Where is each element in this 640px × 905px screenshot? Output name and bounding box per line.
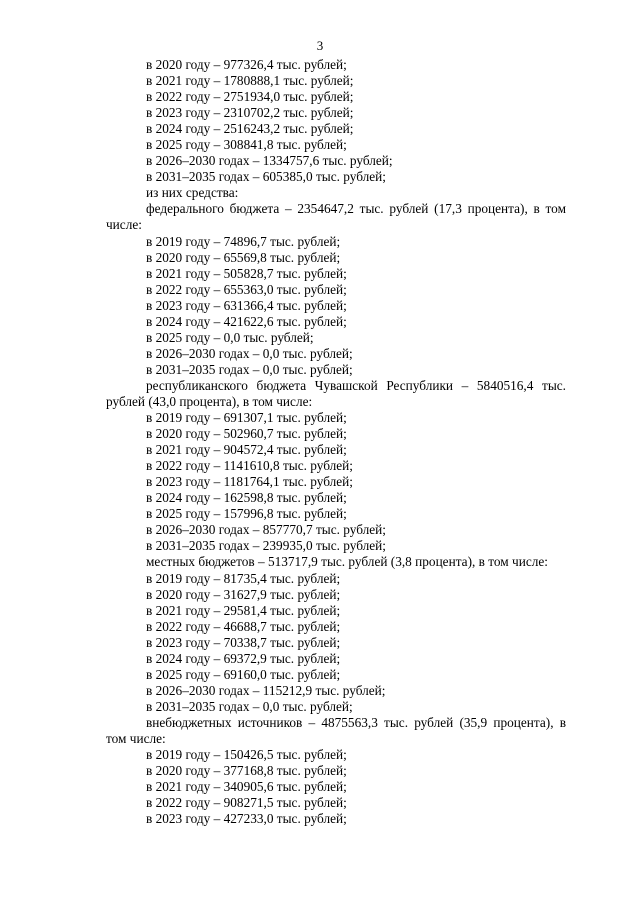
- list-item: в 2026–2030 годах – 857770,7 тыс. рублей;: [146, 522, 386, 538]
- list-item: в 2021 году – 505828,7 тыс. рублей;: [146, 265, 347, 281]
- local-budget-paragraph: местных бюджетов – 513717,9 тыс. рублей (3,8 процента), в том числе:: [146, 554, 548, 570]
- list-item: в 2022 году – 655363,0 тыс. рублей;: [146, 281, 347, 297]
- list-item: в 2022 году – 908271,5 тыс. рублей;: [146, 795, 347, 811]
- extrabudgetary-list: [106, 747, 566, 827]
- list-item: в 2025 году – 69160,0 тыс. рублей;: [146, 666, 341, 682]
- list-item: в 2022 году – 2751934,0 тыс. рублей;: [146, 89, 354, 105]
- list-item: в 2025 году – 157996,8 тыс. рублей;: [146, 506, 347, 522]
- list-item: в 2020 году – 65569,8 тыс. рублей;: [146, 249, 341, 265]
- list-item: в 2025 году – 0,0 тыс. рублей;: [146, 329, 314, 345]
- list-item: в 2026–2030 годах – 0,0 тыс. рублей;: [146, 345, 353, 361]
- list-item: в 2023 году – 631366,4 тыс. рублей;: [146, 297, 347, 313]
- page-number: 3: [316, 38, 324, 53]
- list-item: в 2020 году – 377168,8 тыс. рублей;: [146, 763, 347, 779]
- local-budget-list: [106, 571, 566, 715]
- federal-budget-paragraph: федерального бюджета – 2354647,2 тыс. рублей (17,3 процента), в том числе:: [106, 201, 566, 233]
- list-item: в 2021 году – 340905,6 тыс. рублей;: [146, 779, 347, 795]
- list-item: в 2031–2035 годах – 239935,0 тыс. рублей;: [146, 538, 386, 554]
- list-item: в 2020 году – 977326,4 тыс. рублей;: [146, 57, 347, 72]
- republic-budget-list: [106, 410, 566, 554]
- list-item: в 2019 году – 74896,7 тыс. рублей;: [146, 233, 341, 249]
- total-funding-list: [106, 57, 566, 201]
- list-item: в 2025 году – 308841,8 тыс. рублей;: [146, 137, 347, 153]
- list-item: в 2022 году – 1141610,8 тыс. рублей;: [146, 458, 353, 474]
- list-item: в 2024 году – 421622,6 тыс. рублей;: [146, 313, 347, 329]
- extrabudgetary-paragraph: внебюджетных источников – 4875563,3 тыс. рублей (35,9 процента), в том числе:: [106, 714, 566, 746]
- list-item: в 2021 году – 29581,4 тыс. рублей;: [146, 602, 341, 618]
- list-item: в 2020 году – 502960,7 тыс. рублей;: [146, 426, 347, 442]
- document-body: [106, 57, 566, 827]
- list-item: в 2022 году – 46688,7 тыс. рублей;: [146, 618, 341, 634]
- list-item: в 2023 году – 1181764,1 тыс. рублей;: [146, 474, 353, 490]
- list-item: из них средства:: [146, 185, 239, 201]
- list-item: в 2026–2030 годах – 1334757,6 тыс. рублей;: [146, 153, 393, 169]
- list-item: в 2021 году – 904572,4 тыс. рублей;: [146, 442, 347, 458]
- list-item: в 2020 году – 31627,9 тыс. рублей;: [146, 586, 341, 602]
- list-item: в 2023 году – 70338,7 тыс. рублей;: [146, 634, 341, 650]
- list-item: в 2023 году – 427233,0 тыс. рублей;: [146, 811, 347, 827]
- republic-budget-paragraph: республиканского бюджета Чувашской Республики – 5840516,4 тыс. рублей (43,0 процента), в том числе:: [106, 377, 566, 409]
- list-item: в 2024 году – 69372,9 тыс. рублей;: [146, 650, 341, 666]
- federal-budget-list: [106, 234, 566, 378]
- list-item: в 2019 году – 150426,5 тыс. рублей;: [146, 747, 347, 763]
- list-item: в 2023 году – 2310702,2 тыс. рублей;: [146, 105, 354, 121]
- list-item: в 2031–2035 годах – 605385,0 тыс. рублей;: [146, 169, 386, 185]
- list-item: в 2031–2035 годах – 0,0 тыс. рублей;: [146, 361, 353, 377]
- list-item: в 2019 году – 81735,4 тыс. рублей;: [146, 570, 341, 586]
- list-item: в 2024 году – 2516243,2 тыс. рублей;: [146, 121, 354, 137]
- list-item: в 2021 году – 1780888,1 тыс. рублей;: [146, 73, 354, 89]
- list-item: в 2019 году – 691307,1 тыс. рублей;: [146, 410, 347, 426]
- list-item: в 2031–2035 годах – 0,0 тыс. рублей;: [146, 698, 353, 714]
- list-item: в 2024 году – 162598,8 тыс. рублей;: [146, 490, 347, 506]
- list-item: в 2026–2030 годах – 115212,9 тыс. рублей;: [146, 682, 386, 698]
